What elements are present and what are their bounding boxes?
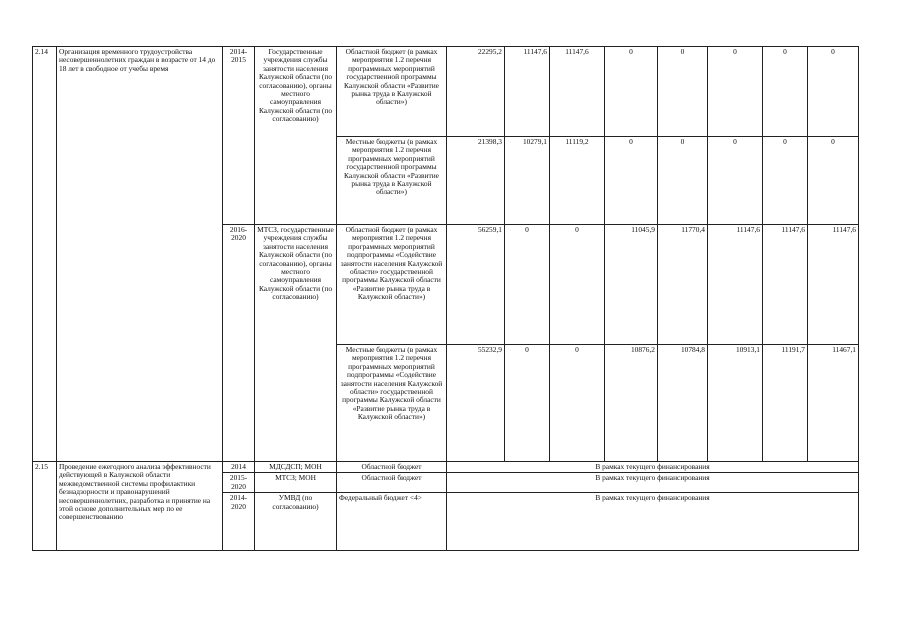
- row-number: 2.14: [33, 47, 57, 462]
- value-year: 0: [550, 345, 605, 462]
- financing-note: В рамках текущего финансирования: [447, 462, 859, 473]
- row-number: 2.15: [33, 462, 57, 551]
- funding-source-cell: Областной бюджет (в рамках мероприятия 1.2 перечня программных мероприятий подпрограммы «Содействие занятости населения Калужской области» государственной программы Калужской области «Развитие рынка труда в Калужской области»): [337, 225, 447, 345]
- years-cell: 2015-2020: [223, 473, 255, 493]
- value-total: 55232,9: [447, 345, 505, 462]
- funding-source-cell: Областной бюджет: [337, 473, 447, 493]
- value-year: 11191,7: [763, 345, 808, 462]
- executor-cell: МТСЗ; МОН: [255, 473, 337, 493]
- value-year: 11147,6: [505, 47, 550, 137]
- value-year: 10913,1: [708, 345, 763, 462]
- financing-note: В рамках текущего финансирования: [447, 473, 859, 493]
- funding-source-cell: Областной бюджет: [337, 462, 447, 473]
- financing-note: В рамках текущего финансирования: [447, 493, 859, 551]
- funding-source-cell: Федеральный бюджет <4>: [337, 493, 447, 551]
- value-year: 11147,6: [808, 225, 859, 345]
- funding-source-cell: Местные бюджеты (в рамках мероприятия 1.2 перечня программных мероприятий подпрограммы «Содействие занятости населения Калужской области» государственной программы Калужской области «Развитие рынка труда в Калужской области»): [337, 345, 447, 462]
- executor-cell: УМВД (по согласованию): [255, 493, 337, 551]
- value-year: 11119,2: [550, 137, 605, 225]
- value-year: 0: [808, 137, 859, 225]
- value-year: 0: [708, 47, 763, 137]
- value-year: 0: [550, 225, 605, 345]
- executor-cell: МТСЗ, государственные учреждения службы занятости населения Калужской области (по согласованию), органы местного самоуправления Калужской области (по согласованию): [255, 225, 337, 462]
- years-cell: 2014: [223, 462, 255, 473]
- value-total: 56259,1: [447, 225, 505, 345]
- executor-cell: МДСДСП; МОН: [255, 462, 337, 473]
- value-year: 11770,4: [658, 225, 708, 345]
- value-year: 0: [505, 225, 550, 345]
- value-year: 0: [658, 137, 708, 225]
- table-row: [33, 462, 859, 473]
- funding-source-cell: Областной бюджет (в рамках мероприятия 1.2 перечня программных мероприятий государственной программы Калужской области «Развитие рынка труда в Калужской области»): [337, 47, 447, 137]
- value-year: 0: [763, 137, 808, 225]
- value-year: 11045,9: [605, 225, 658, 345]
- value-year: 10279,1: [505, 137, 550, 225]
- program-activities-table: [32, 46, 859, 551]
- value-year: 0: [763, 47, 808, 137]
- activity-name: Проведение ежегодного анализа эффективности действующей в Калужской области межведомственной системы профилактики безнадзорности и правонарушений несовершеннолетних, разработка и принятие на этой основе дополнительных мер по ее совершенствованию: [57, 462, 223, 551]
- value-year: 10784,8: [658, 345, 708, 462]
- value-year: 10876,2: [605, 345, 658, 462]
- executor-cell: Государственные учреждения службы занятости населения Калужской области (по согласованию), органы местного самоуправления Калужской области (по согласованию): [255, 47, 337, 225]
- years-cell: 2016-2020: [223, 225, 255, 462]
- value-year: 0: [658, 47, 708, 137]
- value-year: 11147,6: [550, 47, 605, 137]
- activity-name: Организация временного трудоустройства несовершеннолетних граждан в возрасте от 14 до 18 лет в свободное от учебы время: [57, 47, 223, 462]
- value-year: 11147,6: [708, 225, 763, 345]
- table-row: [33, 47, 859, 137]
- value-year: 11147,6: [763, 225, 808, 345]
- value-year: 0: [808, 47, 859, 137]
- value-year: 11467,1: [808, 345, 859, 462]
- value-total: 22295,2: [447, 47, 505, 137]
- value-year: 0: [605, 137, 658, 225]
- value-year: 0: [708, 137, 763, 225]
- years-cell: 2014-2015: [223, 47, 255, 225]
- years-cell: 2014-2020: [223, 493, 255, 551]
- value-total: 21398,3: [447, 137, 505, 225]
- value-year: 0: [505, 345, 550, 462]
- funding-source-cell: Местные бюджеты (в рамках мероприятия 1.2 перечня программных мероприятий государственной программы Калужской области «Развитие рынка труда в Калужской области»): [337, 137, 447, 225]
- value-year: 0: [605, 47, 658, 137]
